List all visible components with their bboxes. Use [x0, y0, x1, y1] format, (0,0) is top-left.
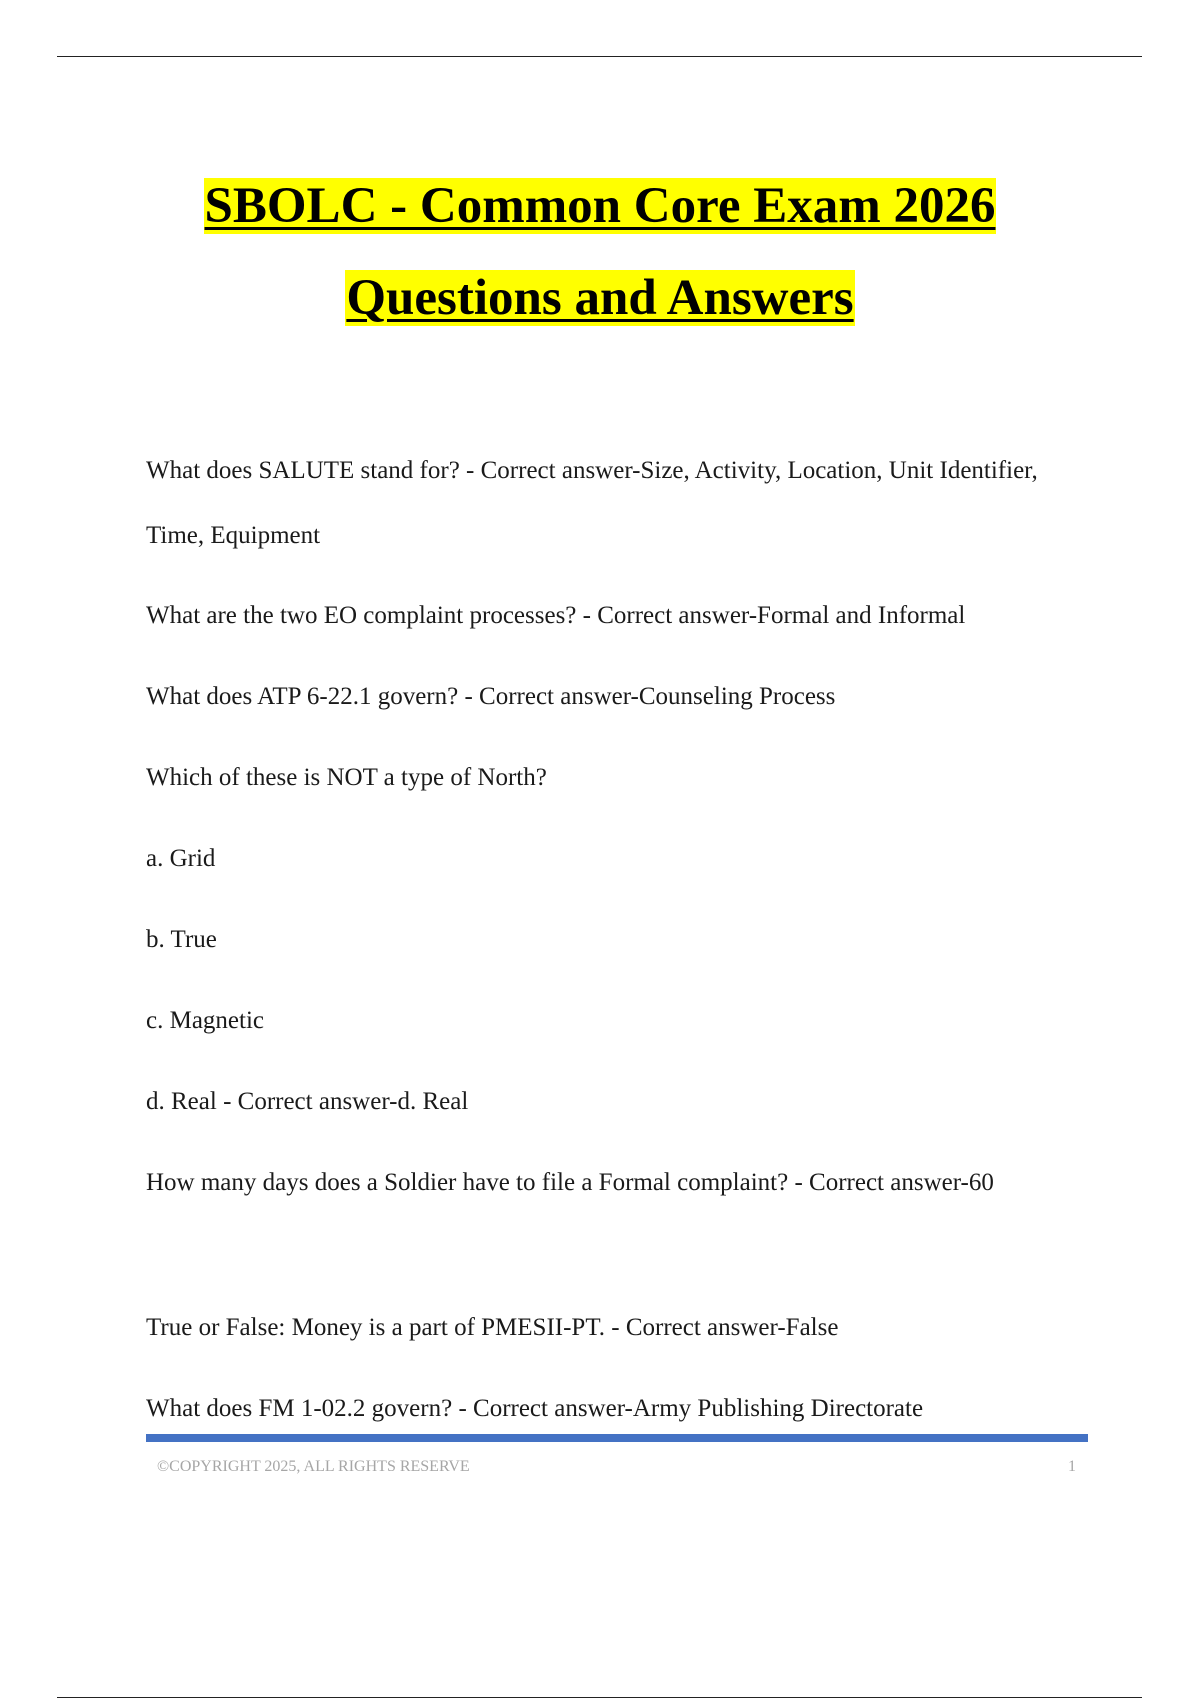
- answer-option: c. Magnetic: [146, 1007, 265, 1034]
- footer-copyright: ©COPYRIGHT 2025, ALL RIGHTS RESERVE: [157, 1458, 470, 1475]
- bottom-rule: [57, 1697, 1142, 1698]
- footer-bar: [146, 1434, 1088, 1442]
- title-line-2: Questions and Answers: [346, 270, 854, 326]
- qa-paragraph: Which of these is NOT a type of North?: [146, 764, 547, 791]
- qa-paragraph: True or False: Money is a part of PMESII-PT. - Correct answer-False: [146, 1314, 839, 1341]
- answer-option: a. Grid: [146, 845, 216, 872]
- title-line-1: SBOLC - Common Core Exam 2026: [204, 178, 996, 234]
- qa-paragraph: How many days does a Soldier have to file a Formal complaint? - Correct answer-60: [146, 1169, 994, 1196]
- qa-paragraph: What does SALUTE stand for? - Correct answer-Size, Activity, Location, Unit Identifier, Time, Equipment: [146, 457, 1038, 549]
- qa-paragraph: What are the two EO complaint processes? - Correct answer-Formal and Informal: [146, 602, 966, 629]
- qa-paragraph: What does ATP 6-22.1 govern? - Correct answer-Counseling Process: [146, 683, 836, 710]
- top-rule: [57, 56, 1142, 57]
- qa-paragraph: What does FM 1-02.2 govern? - Correct answer-Army Publishing Directorate: [146, 1395, 924, 1422]
- page-number: 1: [1068, 1458, 1076, 1475]
- answer-option: b. True: [146, 926, 217, 953]
- answer-option: d. Real - Correct answer-d. Real: [146, 1088, 469, 1115]
